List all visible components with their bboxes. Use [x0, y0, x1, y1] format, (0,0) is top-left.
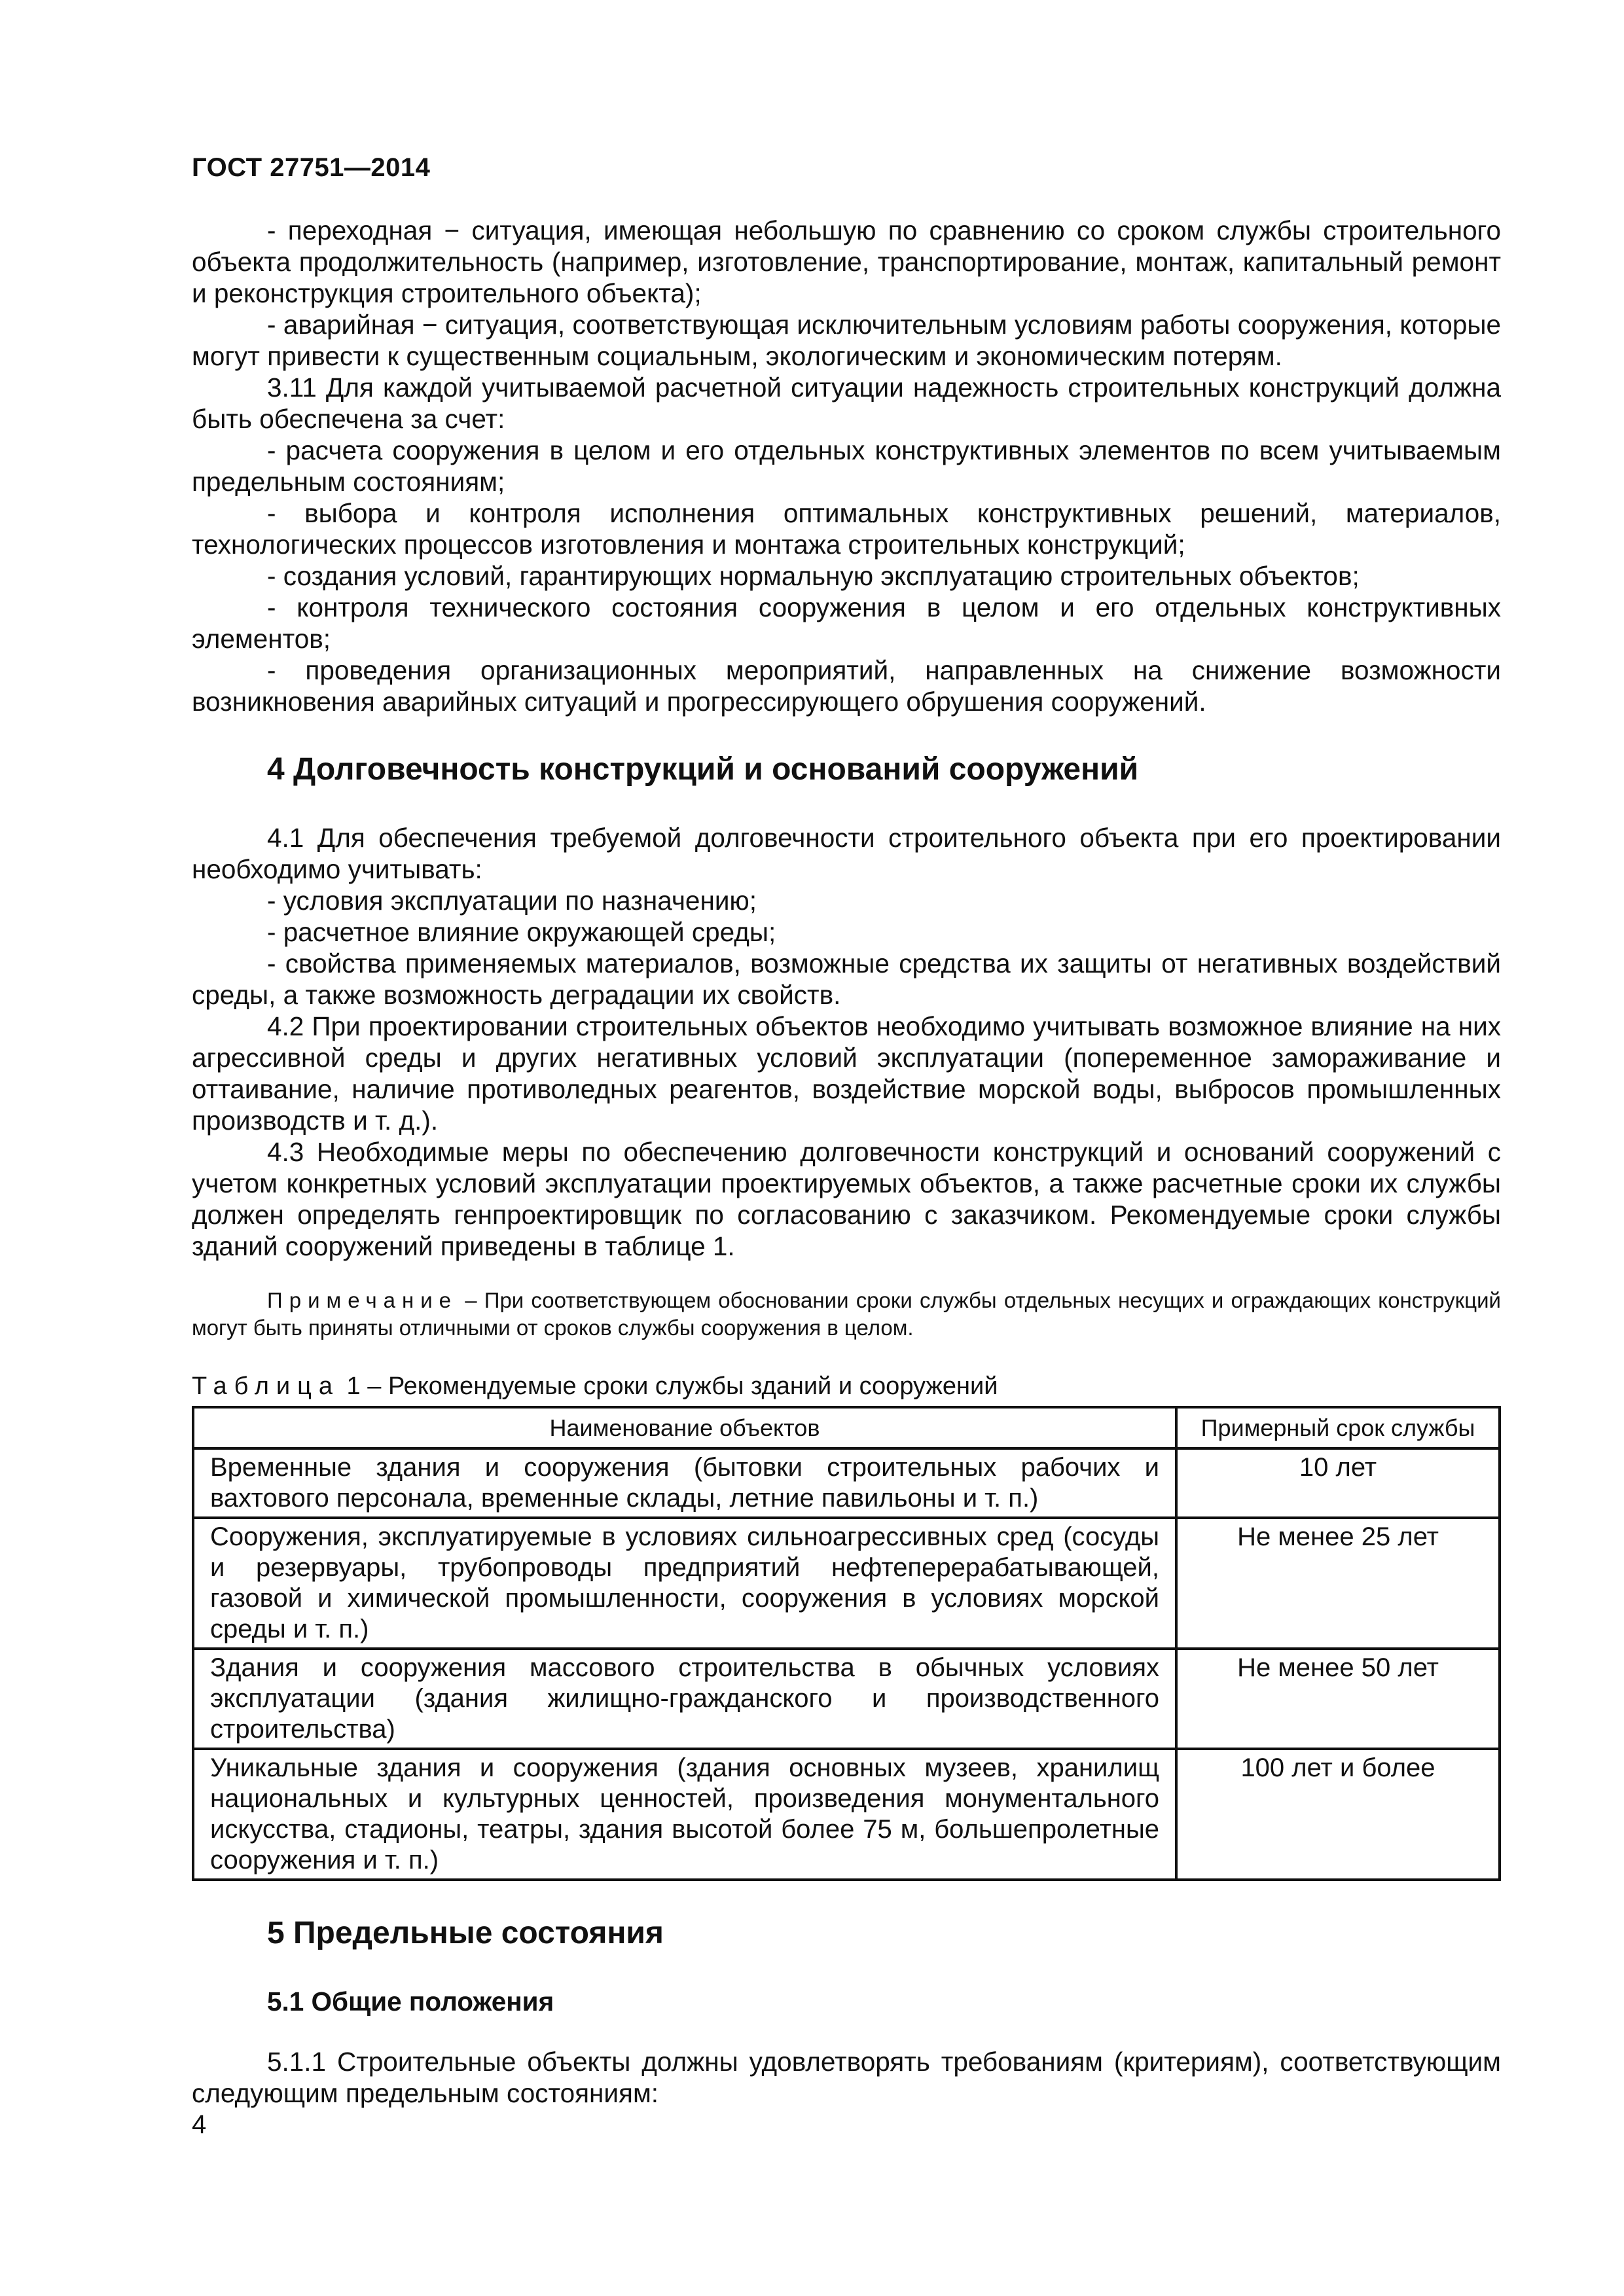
document-body — [192, 215, 1501, 2109]
table-cell-name: Сооружения, эксплуатируемые в условиях сильноагрессивных сред (сосуды и резервуары, трубопроводы предприятий нефтеперерабатывающей, газовой и химической промышленности, сооружения в условиях морской среды и т. п.) — [193, 1518, 1176, 1649]
table-header-cell: Наименование объектов — [193, 1407, 1176, 1448]
table-caption-label: Таблица — [192, 1372, 340, 1400]
note — [192, 1287, 1501, 1342]
table-cell-name: Временные здания и сооружения (бытовки строительных рабочих и вахтового персонала, временные склады, летние павильоны и т. п.) — [193, 1448, 1176, 1518]
note-label: Примечание — [267, 1288, 458, 1312]
subsection-heading-5-1: 5.1 Общие положения — [267, 1986, 554, 2017]
table-cell-term: 100 лет и более — [1176, 1749, 1500, 1880]
paragraph: - проведения организационных мероприятий, направленных на снижение возможности возникновения аварийных ситуаций и прогрессирующего обрушения сооружений. — [192, 655, 1501, 717]
page-number: 4 — [192, 2110, 207, 2139]
table-row — [193, 1448, 1500, 1518]
table-cell-name: Уникальные здания и сооружения (здания основных музеев, хранилищ национальных и культурных ценностей, произведения монументального искусства, стадионы, театры, здания высотой более 75 м, большепролетные сооружения и т. п.) — [193, 1749, 1176, 1880]
paragraph: - аварийная − ситуация, соответствующая исключительным условиям работы сооружения, которые могут привести к существенным социальным, экологическим и экономическим потерям. — [192, 310, 1501, 371]
paragraph: - расчета сооружения в целом и его отдельных конструктивных элементов по всем учитываемым предельным состояниям; — [192, 435, 1501, 497]
table-cell-term: Не менее 25 лет — [1176, 1518, 1500, 1649]
section-heading-4: 4 Долговечность конструкций и оснований сооружений — [267, 752, 1139, 787]
table-caption — [192, 1371, 1501, 1402]
paragraph: - расчетное влияние окружающей среды; — [267, 917, 776, 947]
table-row — [193, 1649, 1500, 1749]
table-caption-title: 1 – Рекомендуемые сроки службы зданий и сооружений — [340, 1372, 998, 1400]
paragraph: 3.11 Для каждой учитываемой расчетной ситуации надежность строительных конструкций должна быть обеспечена за счет: — [192, 372, 1501, 434]
document-header: ГОСТ 27751—2014 — [192, 153, 431, 182]
table-header-row — [193, 1407, 1500, 1448]
paragraph: - условия эксплуатации по назначению; — [267, 886, 757, 916]
section-heading-5: 5 Предельные состояния — [267, 1916, 664, 1950]
paragraph: - создания условий, гарантирующих нормальную эксплуатацию строительных объектов; — [267, 561, 1360, 591]
table-cell-name: Здания и сооружения массового строительства в обычных условиях эксплуатации (здания жилищно-гражданского и производственного строительства) — [193, 1649, 1176, 1749]
table-row — [193, 1749, 1500, 1880]
paragraph: 4.2 При проектировании строительных объектов необходимо учитывать возможное влияние на них агрессивной среды и других негативных условий эксплуатации (попеременное замораживание и оттаивание, наличие противоледных реагентов, воздействие морской воды, выбросов промышленных производств и т. д.). — [192, 1011, 1501, 1136]
table-header-cell: Примерный срок службы — [1176, 1407, 1500, 1448]
service-life-table — [192, 1406, 1501, 1881]
paragraph: 4.1 Для обеспечения требуемой долговечности строительного объекта при его проектировании необходимо учитывать: — [192, 823, 1501, 884]
paragraph: - выбора и контроля исполнения оптимальных конструктивных решений, материалов, технологических процессов изготовления и монтажа строительных конструкций; — [192, 498, 1501, 560]
paragraph: 4.3 Необходимые меры по обеспечению долговечности конструкций и оснований сооружений с учетом конкретных условий эксплуатации проектируемых объектов, а также расчетные сроки их службы должен определять генпроектировщик по согласованию с заказчиком. Рекомендуемые сроки службы зданий сооружений приведены в таблице 1. — [192, 1137, 1501, 1261]
table-row — [193, 1518, 1500, 1649]
paragraph: - переходная − ситуация, имеющая небольшую по сравнению со сроком службы строительного объекта продолжительность (например, изготовление, транспортирование, монтаж, капитальный ремонт и реконструкция строительного объекта); — [192, 215, 1501, 308]
paragraph: - контроля технического состояния сооружения в целом и его отдельных конструктивных элементов; — [192, 592, 1501, 654]
note-text: – При соответствующем обосновании сроки службы отдельных несущих и ограждающих конструкций могут быть приняты отличными от сроков службы сооружения в целом. — [192, 1288, 1501, 1340]
paragraph: - свойства применяемых материалов, возможные средства их защиты от негативных воздействий среды, а также возможность деградации их свойств. — [192, 948, 1501, 1010]
table-cell-term: 10 лет — [1176, 1448, 1500, 1518]
paragraph: 5.1.1 Строительные объекты должны удовлетворять требованиям (критериям), соответствующим следующим предельным состояниям: — [192, 2047, 1501, 2108]
table-cell-term: Не менее 50 лет — [1176, 1649, 1500, 1749]
